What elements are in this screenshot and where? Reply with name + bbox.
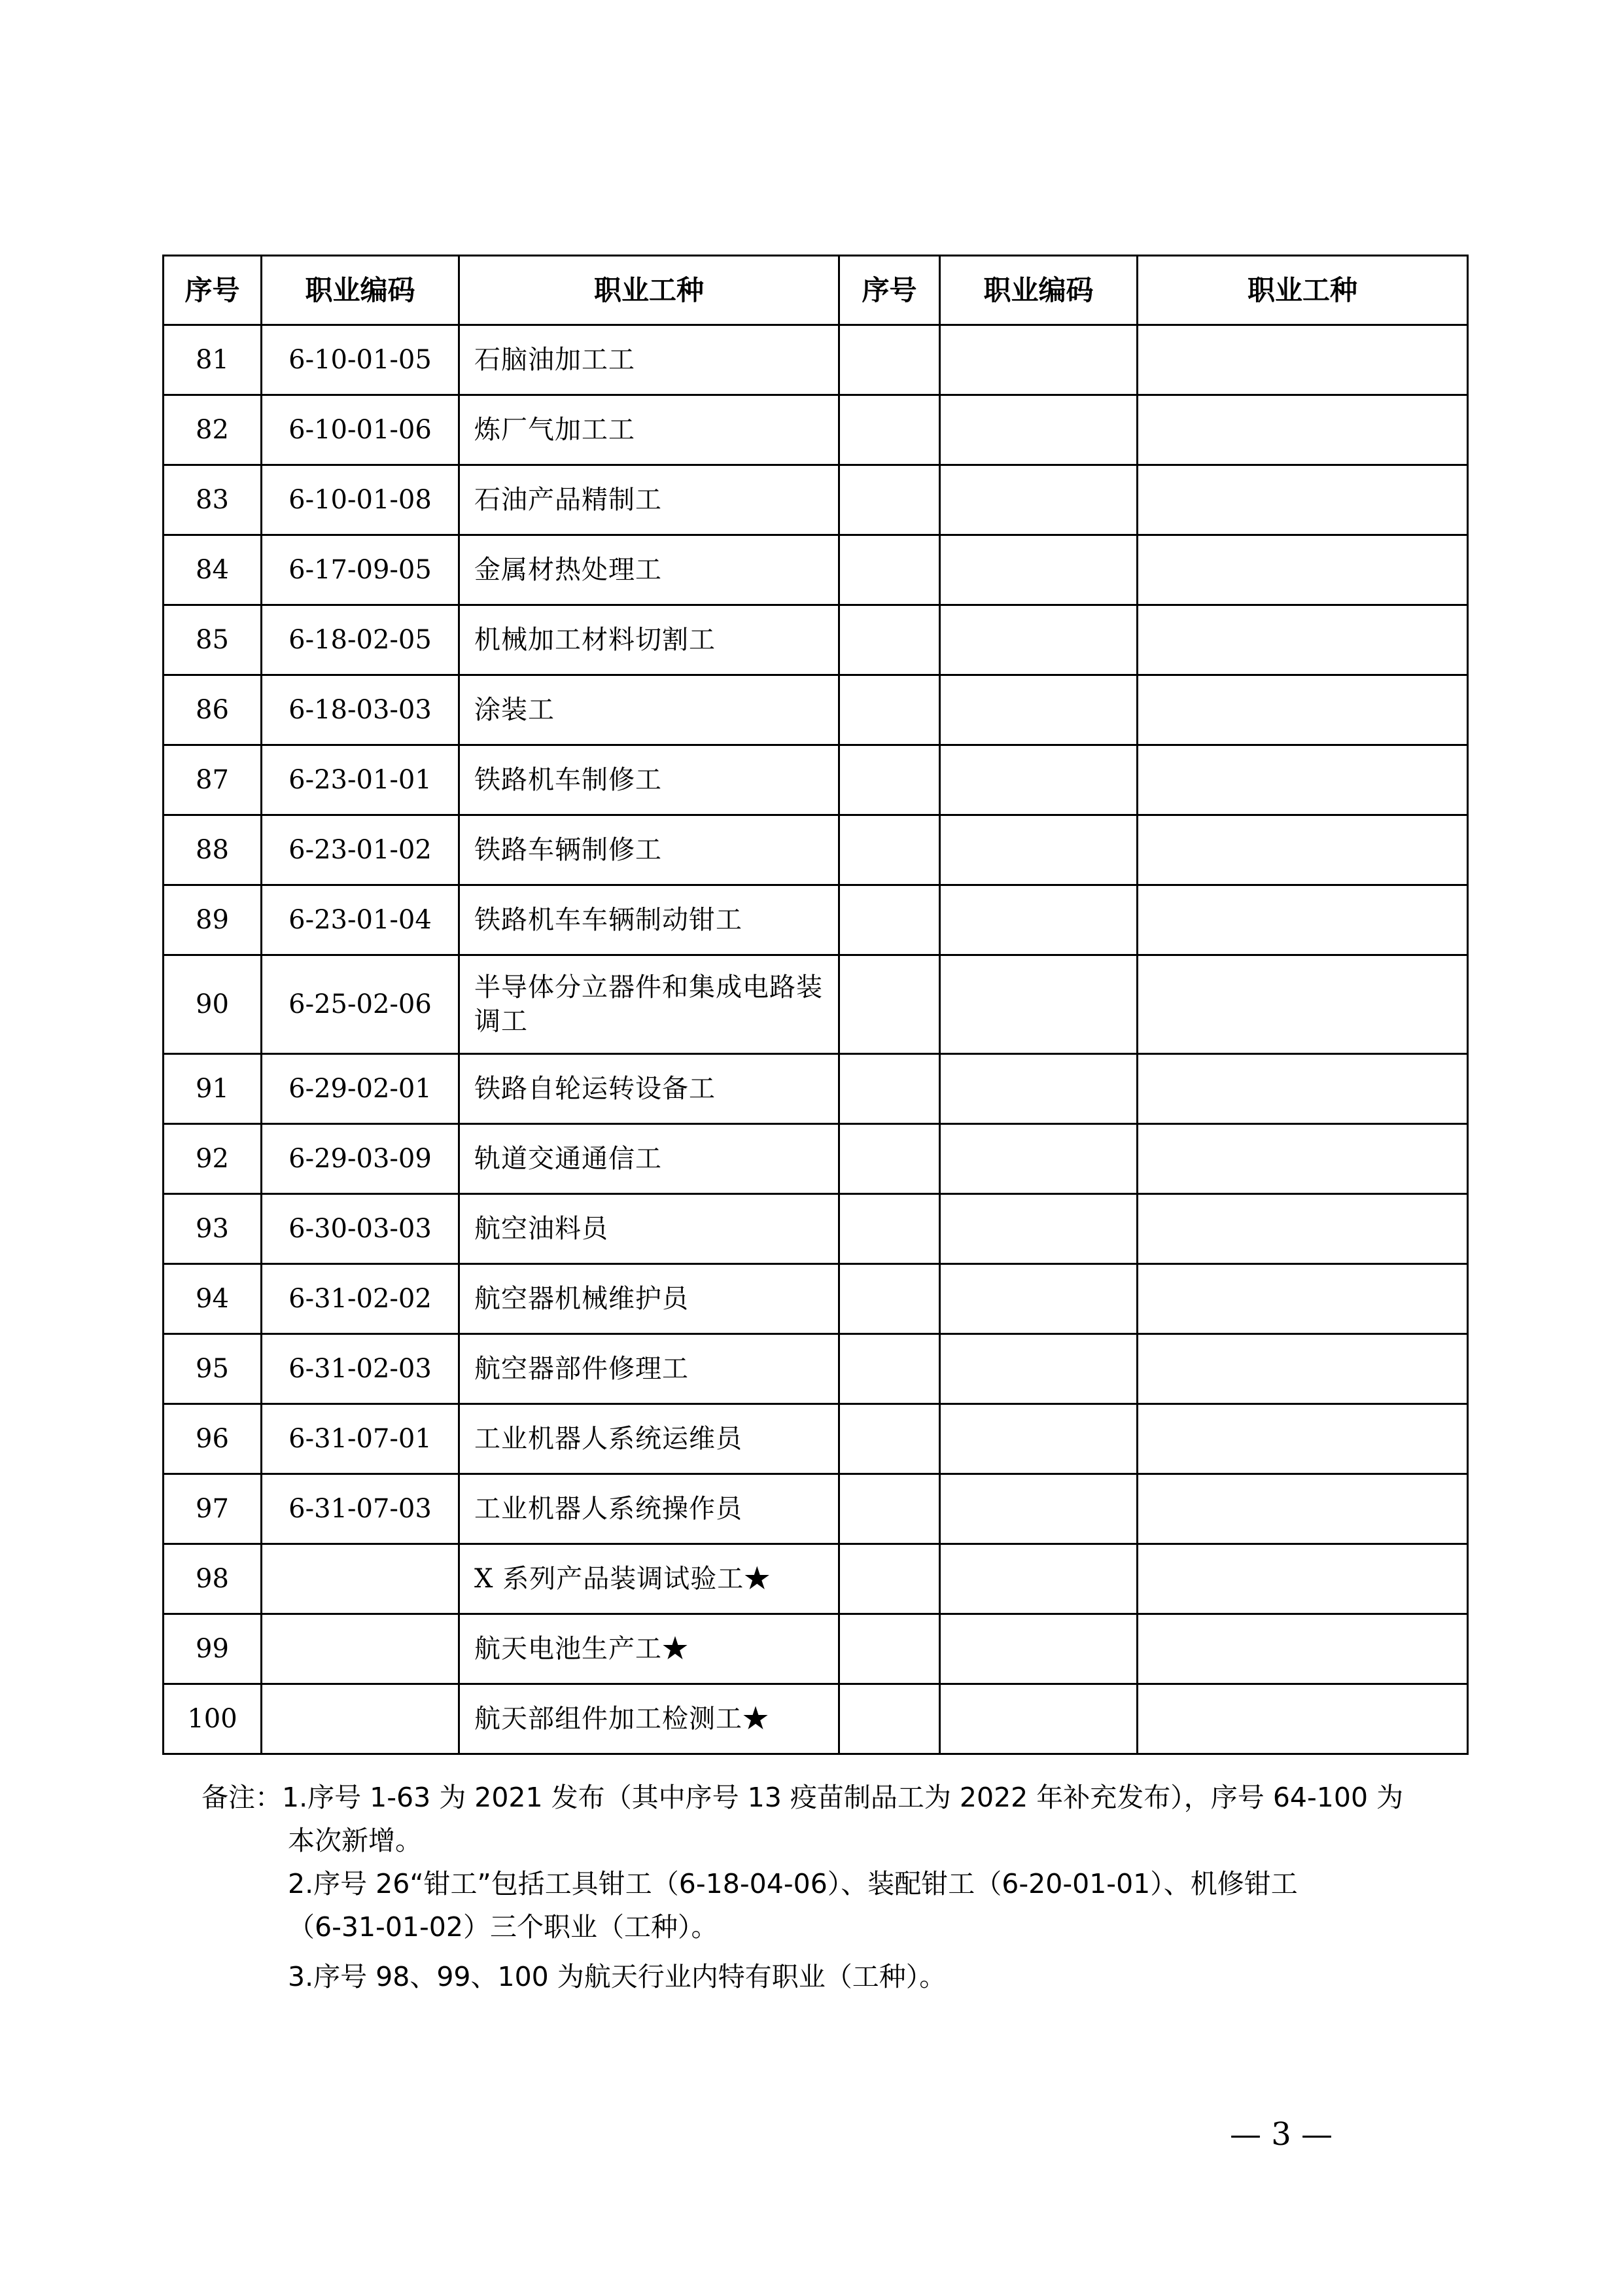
header-name: 职业工种 xyxy=(459,256,839,325)
cell-empty xyxy=(940,1194,1138,1264)
table-row xyxy=(164,1544,1468,1614)
cell-seq: 85 xyxy=(164,605,262,675)
cell-empty xyxy=(940,465,1138,535)
cell-code: 6-10-01-06 xyxy=(262,395,459,465)
cell-seq: 89 xyxy=(164,885,262,955)
cell-empty xyxy=(940,535,1138,605)
cell-seq: 92 xyxy=(164,1124,262,1194)
cell-seq: 86 xyxy=(164,675,262,745)
cell-code: 6-23-01-01 xyxy=(262,745,459,815)
cell-seq: 83 xyxy=(164,465,262,535)
cell-empty xyxy=(940,1474,1138,1544)
cell-name: 石油产品精制工 xyxy=(459,465,839,535)
cell-code: 6-23-01-02 xyxy=(262,815,459,885)
occupation-table-container xyxy=(162,255,1467,1755)
cell-empty xyxy=(839,885,940,955)
cell-empty xyxy=(839,535,940,605)
cell-code: 6-29-02-01 xyxy=(262,1054,459,1124)
cell-code: 6-10-01-05 xyxy=(262,325,459,395)
cell-empty xyxy=(1138,1194,1468,1264)
table-row xyxy=(164,465,1468,535)
cell-seq: 97 xyxy=(164,1474,262,1544)
cell-name: 铁路自轮运转设备工 xyxy=(459,1054,839,1124)
table-row xyxy=(164,815,1468,885)
cell-empty xyxy=(1138,1264,1468,1334)
table-row xyxy=(164,325,1468,395)
cell-empty xyxy=(1138,955,1468,1054)
cell-empty xyxy=(1138,1054,1468,1124)
cell-empty xyxy=(1138,325,1468,395)
cell-empty xyxy=(839,1124,940,1194)
cell-code: 6-18-03-03 xyxy=(262,675,459,745)
occupation-table xyxy=(162,255,1469,1755)
cell-empty xyxy=(839,815,940,885)
cell-seq: 95 xyxy=(164,1334,262,1404)
note-line-4: （6-31-01-02）三个职业（工种）。 xyxy=(288,1911,718,1943)
cell-code: 6-17-09-05 xyxy=(262,535,459,605)
cell-empty xyxy=(940,1684,1138,1754)
cell-empty xyxy=(1138,535,1468,605)
cell-empty xyxy=(839,1404,940,1474)
cell-empty xyxy=(839,1054,940,1124)
cell-seq: 100 xyxy=(164,1684,262,1754)
cell-seq: 87 xyxy=(164,745,262,815)
table-row xyxy=(164,955,1468,1054)
cell-name: 半导体分立器件和集成电路装调工 xyxy=(459,955,839,1054)
cell-empty xyxy=(1138,465,1468,535)
cell-empty xyxy=(839,1544,940,1614)
cell-empty xyxy=(839,1474,940,1544)
table-row xyxy=(164,1054,1468,1124)
cell-name: 炼厂气加工工 xyxy=(459,395,839,465)
cell-seq: 96 xyxy=(164,1404,262,1474)
cell-empty xyxy=(839,1264,940,1334)
cell-empty xyxy=(940,955,1138,1054)
cell-name: 工业机器人系统操作员 xyxy=(459,1474,839,1544)
cell-empty xyxy=(940,325,1138,395)
cell-empty xyxy=(940,1544,1138,1614)
cell-empty xyxy=(1138,1334,1468,1404)
table-row xyxy=(164,1614,1468,1684)
cell-code: 6-10-01-08 xyxy=(262,465,459,535)
cell-code: 6-23-01-04 xyxy=(262,885,459,955)
cell-seq: 93 xyxy=(164,1194,262,1264)
cell-code xyxy=(262,1684,459,1754)
cell-code: 6-31-07-01 xyxy=(262,1404,459,1474)
table-row xyxy=(164,395,1468,465)
cell-empty xyxy=(1138,1124,1468,1194)
cell-empty xyxy=(1138,605,1468,675)
cell-seq: 94 xyxy=(164,1264,262,1334)
cell-empty xyxy=(839,465,940,535)
table-row xyxy=(164,1684,1468,1754)
header-seq: 序号 xyxy=(164,256,262,325)
cell-empty xyxy=(839,395,940,465)
cell-name: X 系列产品装调试验工★ xyxy=(459,1544,839,1614)
cell-empty xyxy=(839,1194,940,1264)
cell-seq: 84 xyxy=(164,535,262,605)
cell-empty xyxy=(1138,1404,1468,1474)
table-header-row xyxy=(164,256,1468,325)
cell-empty xyxy=(940,1334,1138,1404)
header-name-2: 职业工种 xyxy=(1138,256,1468,325)
table-row xyxy=(164,675,1468,745)
cell-name: 轨道交通通信工 xyxy=(459,1124,839,1194)
cell-empty xyxy=(940,1614,1138,1684)
header-code-2: 职业编码 xyxy=(940,256,1138,325)
table-row xyxy=(164,1124,1468,1194)
cell-code: 6-29-03-09 xyxy=(262,1124,459,1194)
cell-empty xyxy=(940,885,1138,955)
cell-empty xyxy=(839,955,940,1054)
note-line-1: 备注：1.序号 1-63 为 2021 发布（其中序号 13 疫苗制品工为 2022 年补充发布），序号 64-100 为 xyxy=(201,1782,1404,1813)
cell-empty xyxy=(940,675,1138,745)
cell-name: 涂装工 xyxy=(459,675,839,745)
cell-name: 航天部组件加工检测工★ xyxy=(459,1684,839,1754)
cell-empty xyxy=(839,745,940,815)
cell-empty xyxy=(940,1404,1138,1474)
cell-empty xyxy=(940,1054,1138,1124)
cell-empty xyxy=(1138,1544,1468,1614)
cell-empty xyxy=(839,1684,940,1754)
cell-name: 航空油料员 xyxy=(459,1194,839,1264)
cell-code: 6-30-03-03 xyxy=(262,1194,459,1264)
cell-empty xyxy=(1138,1474,1468,1544)
table-row xyxy=(164,1194,1468,1264)
cell-code: 6-31-02-02 xyxy=(262,1264,459,1334)
cell-seq: 88 xyxy=(164,815,262,885)
note-line-2: 本次新增。 xyxy=(288,1825,422,1856)
cell-empty xyxy=(940,395,1138,465)
cell-seq: 98 xyxy=(164,1544,262,1614)
table-row xyxy=(164,1474,1468,1544)
notes-section xyxy=(201,1776,1444,1998)
header-seq-2: 序号 xyxy=(839,256,940,325)
cell-code xyxy=(262,1614,459,1684)
cell-name: 铁路机车制修工 xyxy=(459,745,839,815)
cell-name: 航空器机械维护员 xyxy=(459,1264,839,1334)
cell-empty xyxy=(1138,1614,1468,1684)
note-line-5: 3.序号 98、99、100 为航天行业内特有职业（工种）。 xyxy=(288,1961,947,1992)
cell-name: 铁路机车车辆制动钳工 xyxy=(459,885,839,955)
cell-empty xyxy=(1138,885,1468,955)
page-number: — 3 — xyxy=(1230,2116,1333,2153)
cell-empty xyxy=(1138,395,1468,465)
cell-name: 金属材热处理工 xyxy=(459,535,839,605)
cell-name: 航空器部件修理工 xyxy=(459,1334,839,1404)
cell-empty xyxy=(940,1264,1138,1334)
cell-seq: 90 xyxy=(164,955,262,1054)
table-row xyxy=(164,605,1468,675)
cell-empty xyxy=(839,1334,940,1404)
cell-code xyxy=(262,1544,459,1614)
table-row xyxy=(164,745,1468,815)
cell-name: 铁路车辆制修工 xyxy=(459,815,839,885)
cell-empty xyxy=(1138,815,1468,885)
table-row xyxy=(164,885,1468,955)
cell-empty xyxy=(940,745,1138,815)
cell-seq: 91 xyxy=(164,1054,262,1124)
cell-empty xyxy=(1138,745,1468,815)
cell-seq: 82 xyxy=(164,395,262,465)
cell-code: 6-25-02-06 xyxy=(262,955,459,1054)
table-row xyxy=(164,535,1468,605)
table-row xyxy=(164,1264,1468,1334)
table-row xyxy=(164,1404,1468,1474)
cell-empty xyxy=(839,1614,940,1684)
cell-code: 6-31-02-03 xyxy=(262,1334,459,1404)
table-row xyxy=(164,1334,1468,1404)
header-code: 职业编码 xyxy=(262,256,459,325)
cell-empty xyxy=(940,605,1138,675)
cell-seq: 99 xyxy=(164,1614,262,1684)
cell-name: 工业机器人系统运维员 xyxy=(459,1404,839,1474)
cell-name: 航天电池生产工★ xyxy=(459,1614,839,1684)
cell-empty xyxy=(839,325,940,395)
cell-name: 机械加工材料切割工 xyxy=(459,605,839,675)
cell-empty xyxy=(940,1124,1138,1194)
cell-code: 6-31-07-03 xyxy=(262,1474,459,1544)
cell-empty xyxy=(839,675,940,745)
cell-code: 6-18-02-05 xyxy=(262,605,459,675)
cell-empty xyxy=(1138,1684,1468,1754)
note-line-3: 2.序号 26“钳工”包括工具钳工（6-18-04-06）、装配钳工（6-20-01-01）、机修钳工 xyxy=(288,1868,1298,1899)
cell-name: 石脑油加工工 xyxy=(459,325,839,395)
cell-seq: 81 xyxy=(164,325,262,395)
cell-empty xyxy=(839,605,940,675)
cell-empty xyxy=(1138,675,1468,745)
cell-empty xyxy=(940,815,1138,885)
